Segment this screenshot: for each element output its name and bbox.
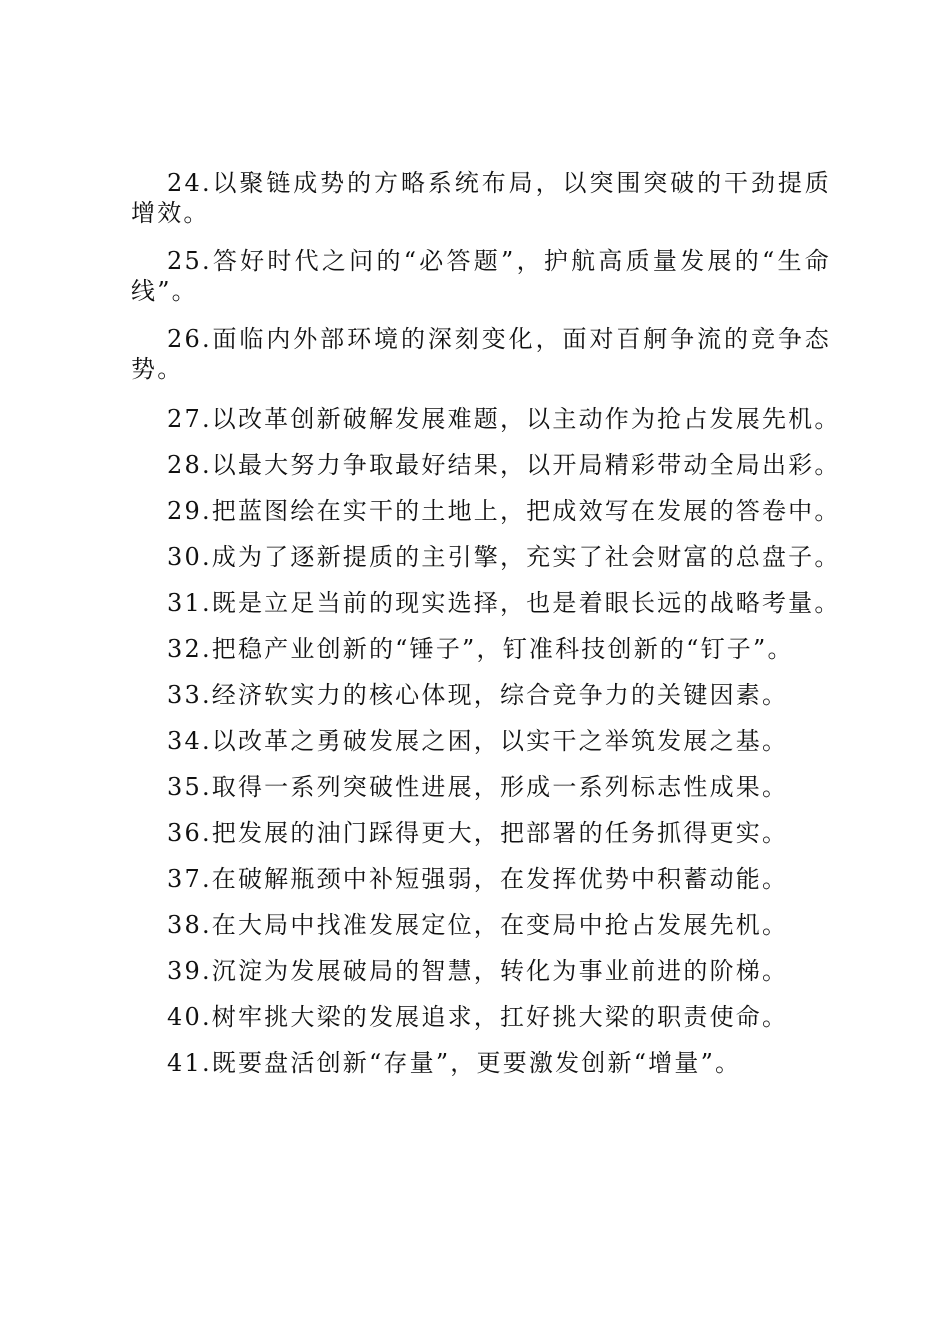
list-item-39: 39.沉淀为发展破局的智慧，转化为事业前进的阶梯。 — [167, 957, 789, 985]
list-item-36: 36.把发展的油门踩得更大，把部署的任务抓得更实。 — [167, 819, 789, 847]
list-item-25: 25.答好时代之问的“必答题”，护航高质量发展的“生命线”。 — [131, 247, 831, 305]
list-item-30: 30.成为了逐新提质的主引擎，充实了社会财富的总盘子。 — [167, 543, 841, 571]
list-item-38: 38.在大局中找准发展定位，在变局中抢占发展先机。 — [167, 911, 789, 939]
list-item-34: 34.以改革之勇破发展之困，以实干之举筑发展之基。 — [167, 727, 789, 755]
list-item-27: 27.以改革创新破解发展难题，以主动作为抢占发展先机。 — [167, 405, 841, 433]
list-item-32: 32.把稳产业创新的“锤子”，钉准科技创新的“钉子”。 — [167, 635, 794, 663]
list-item-40: 40.树牢挑大梁的发展追求，扛好挑大梁的职责使命。 — [167, 1003, 789, 1031]
list-item-29: 29.把蓝图绘在实干的土地上，把成效写在发展的答卷中。 — [167, 497, 841, 525]
list-item-41: 41.既要盘活创新“存量”，更要激发创新“增量”。 — [167, 1049, 742, 1077]
list-item-31: 31.既是立足当前的现实选择，也是着眼长远的战略考量。 — [167, 589, 841, 617]
list-item-26: 26.面临内外部环境的深刻变化，面对百舸争流的竞争态势。 — [131, 325, 831, 383]
list-item-35: 35.取得一系列突破性进展，形成一系列标志性成果。 — [167, 773, 789, 801]
list-item-33: 33.经济软实力的核心体现，综合竞争力的关键因素。 — [167, 681, 789, 709]
list-item-37: 37.在破解瓶颈中补短强弱，在发挥优势中积蓄动能。 — [167, 865, 789, 893]
list-item-28: 28.以最大努力争取最好结果，以开局精彩带动全局出彩。 — [167, 451, 841, 479]
document-body — [131, 168, 841, 1092]
list-item-24: 24.以聚链成势的方略系统布局，以突围突破的干劲提质增效。 — [131, 169, 831, 227]
